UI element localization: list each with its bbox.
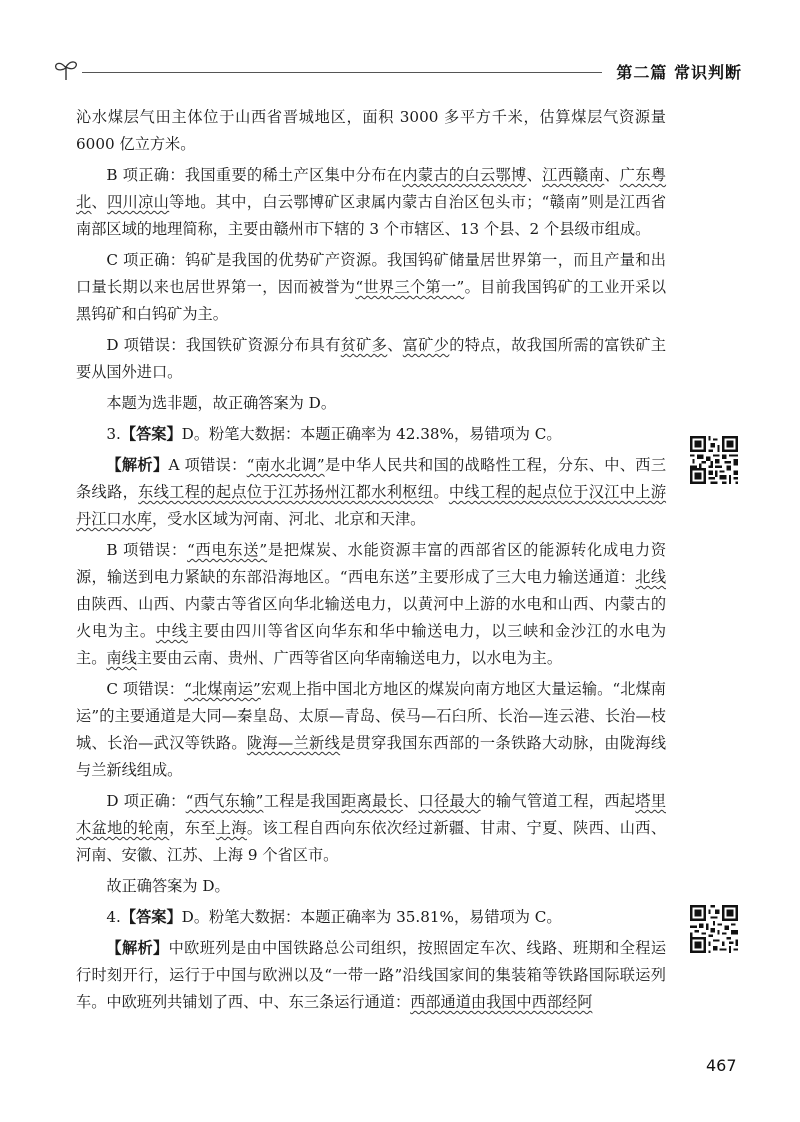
answer-4: 4.【答案】D。粉笔大数据：本题正确率为 35.81%，易错项为 C。	[106, 908, 562, 926]
page-header	[52, 58, 742, 88]
analysis-3-option-c: C 项错误：“北煤南运”宏观上指中国北方地区的煤炭向南方地区大量运输。“北煤南运”的主要通道是大同—秦皇岛、太原—青岛、侯马—石臼所、长治—连云港、长治—枝城、长治—武汉等铁路。陇海—兰新线是贯穿我国东西部的一条铁路大动脉，由陇海线与兰新线组成。	[76, 680, 667, 779]
qr-code-icon[interactable]	[690, 905, 738, 953]
paragraph-conclusion: 本题为选非题，故正确答案为 D。	[106, 394, 337, 412]
sprout-icon	[52, 58, 82, 82]
analysis-3-option-b: B 项错误：“西电东送”是把煤炭、水能资源丰富的西部省区的能源转化成电力资源，输送到电力紧缺的东部沿海地区。“西电东送”主要形成了三大电力输送通道：北线由陕西、山西、内蒙古等省区向华北输送电力，以黄河中上游的水电和山西、内蒙古的火电为主。中线主要由四川等省区向华东和华中输送电力，以三峡和金沙江的水电为主。南线主要由云南、贵州、广西等省区向华南输送电力，以水电为主。	[76, 541, 667, 667]
analysis-4: 【解析】中欧班列是由中国铁路总公司组织，按照固定车次、线路、班期和全程运行时刻开行，运行于中国与欧洲以及“一带一路”沿线国家间的集装箱等铁路国际联运列车。中欧班列共铺划了西、中、东三条运行通道：西部通道由我国中西部经阿	[76, 939, 667, 1011]
page-number: 467	[706, 1056, 737, 1075]
paragraph: 沁水煤层气田主体位于山西省晋城地区，面积 3000 多平方千米，估算煤层气资源量 6000 亿立方米。	[76, 108, 666, 153]
qr-code-icon[interactable]	[690, 436, 738, 484]
header-rule	[82, 72, 602, 73]
page-body	[76, 104, 666, 1020]
paragraph-option-d: D 项错误：我国铁矿资源分布具有贫矿多、富矿少的特点，故我国所需的富铁矿主要从国外进口。	[76, 336, 667, 381]
paragraph-option-c: C 项正确：钨矿是我国的优势矿产资源。我国钨矿储量居世界第一，而且产量和出口量长期以来也居世界第一，因而被誉为“世界三个第一”。目前我国钨矿的工业开采以黑钨矿和白钨矿为主。	[76, 251, 667, 323]
section-title: 第二篇 常识判断	[616, 63, 742, 82]
paragraph-option-b: B 项正确：我国重要的稀土产区集中分布在内蒙古的白云鄂博、江西赣南、广东粤北、四川凉山等地。其中，白云鄂博矿区隶属内蒙古自治区包头市；“赣南”则是江西省南部区域的地理简称，主要由赣州市下辖的 3 个市辖区、13 个县、2 个县级市组成。	[76, 166, 667, 238]
analysis-3-option-a: 【解析】A 项错误：“南水北调”是中华人民共和国的战略性工程，分东、中、西三条线路，东线工程的起点位于江苏扬州江都水利枢纽。中线工程的起点位于汉江中上游丹江口水库，受水区域为河南、河北、北京和天津。	[76, 456, 667, 528]
analysis-3-option-d: D 项正确：“西气东输”工程是我国距离最长、口径最大的输气管道工程，西起塔里木盆地的轮南，东至上海。该工程自西向东依次经过新疆、甘肃、宁夏、陕西、山西、河南、安徽、江苏、上海 9 个省区市。	[76, 792, 667, 864]
answer-3: 3.【答案】D。粉笔大数据：本题正确率为 42.38%，易错项为 C。	[106, 425, 562, 443]
paragraph-conclusion-3: 故正确答案为 D。	[106, 877, 230, 895]
